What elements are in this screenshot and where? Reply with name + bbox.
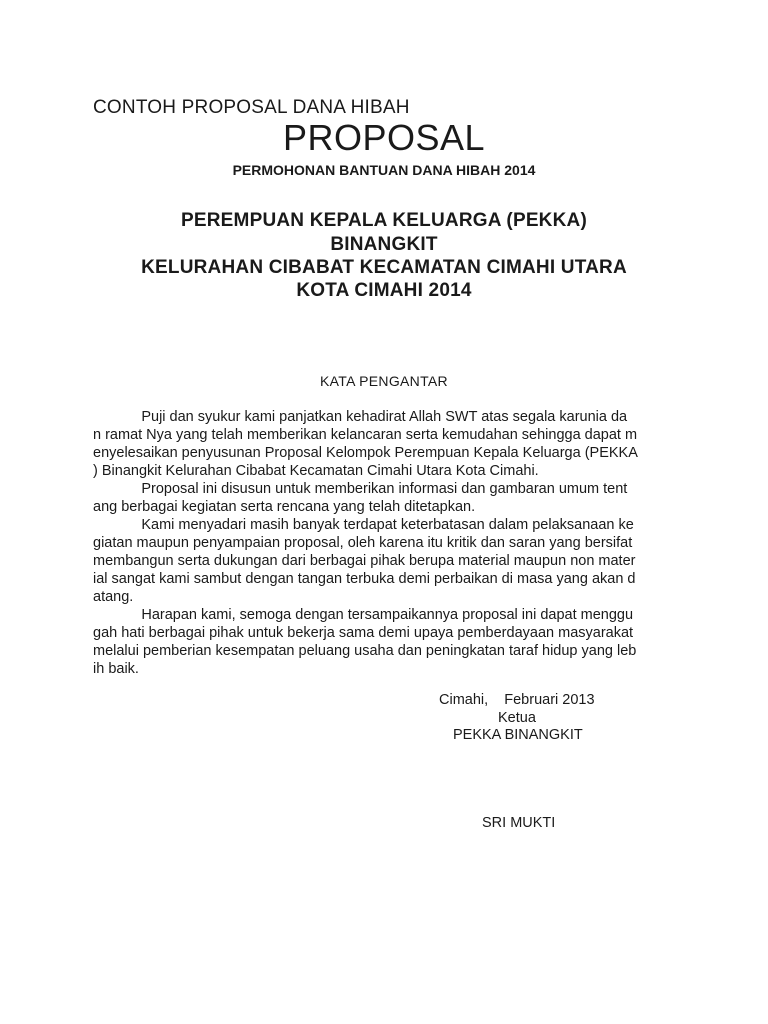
body-line: ang berbagai kegiatan serta rencana yang telah ditetapkan. bbox=[93, 499, 476, 515]
body-line: membangun serta dukungan dari berbagai pihak berupa material maupun non mater bbox=[93, 553, 636, 569]
body-line: ) Binangkit Kelurahan Cibabat Kecamatan Cimahi Utara Kota Cimahi. bbox=[93, 463, 539, 479]
body-line: enyelesaikan penyusunan Proposal Kelompok Perempuan Kepala Keluarga (PEKKA bbox=[93, 445, 638, 461]
body-line: ih baik. bbox=[93, 661, 139, 677]
signature-place-date: Cimahi, Februari 2013 bbox=[439, 692, 595, 708]
signature-name: SRI MUKTI bbox=[482, 815, 556, 831]
header-label: CONTOH PROPOSAL DANA HIBAH bbox=[93, 97, 410, 118]
signature-position: Ketua bbox=[498, 710, 536, 726]
organization-line: BINANGKIT bbox=[330, 234, 438, 255]
organization-line: KOTA CIMAHI 2014 bbox=[296, 280, 472, 301]
page-subtitle: PERMOHONAN BANTUAN DANA HIBAH 2014 bbox=[232, 162, 536, 178]
body-line: Puji dan syukur kami panjatkan kehadirat Allah SWT atas segala karunia da bbox=[93, 409, 628, 425]
body-line: Kami menyadari masih banyak terdapat keterbatasan dalam pelaksanaan ke bbox=[93, 517, 634, 533]
body-line: melalui pemberian kesempatan peluang usaha dan peningkatan taraf hidup yang leb bbox=[93, 643, 637, 659]
body-line: gah hati berbagai pihak untuk bekerja sama demi upaya pemberdayaan masyarakat bbox=[93, 625, 634, 641]
body-line: Proposal ini disusun untuk memberikan informasi dan gambaran umum tent bbox=[93, 481, 628, 497]
section-heading: KATA PENGANTAR bbox=[320, 373, 448, 389]
body-line: atang. bbox=[93, 589, 134, 605]
body-line: giatan maupun penyampaian proposal, oleh karena itu kritik dan saran yang bersifat bbox=[93, 535, 633, 551]
signature-organization: PEKKA BINANGKIT bbox=[453, 727, 583, 743]
body-line: ial sangat kami sambut dengan tangan terbuka demi perbaikan di masa yang akan d bbox=[93, 571, 636, 587]
page-title: PROPOSAL bbox=[282, 117, 486, 158]
organization-line: PEREMPUAN KEPALA KELUARGA (PEKKA) bbox=[181, 210, 587, 231]
body-line: n ramat Nya yang telah memberikan kelancaran serta kemudahan sehingga dapat m bbox=[93, 427, 638, 443]
organization-line: KELURAHAN CIBABAT KECAMATAN CIMAHI UTARA bbox=[141, 257, 627, 278]
body-line: Harapan kami, semoga dengan tersampaikannya proposal ini dapat menggu bbox=[93, 607, 634, 623]
